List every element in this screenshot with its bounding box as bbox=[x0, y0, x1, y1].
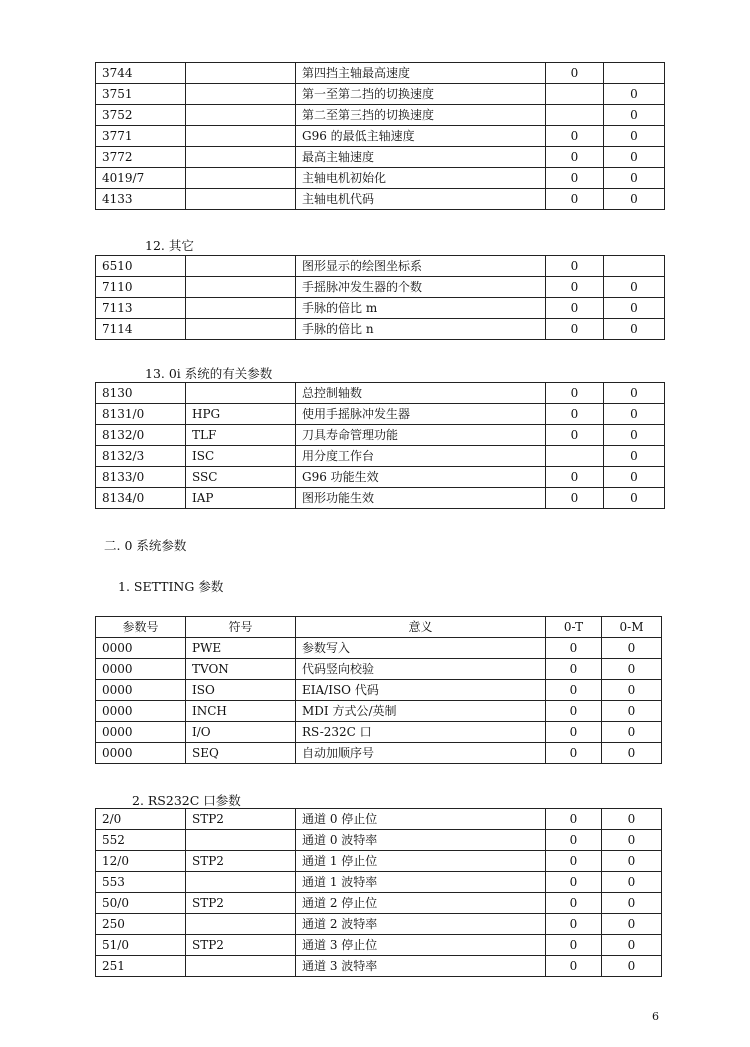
value-t-cell: 0 bbox=[546, 851, 602, 872]
symbol-cell: IAP bbox=[186, 488, 296, 509]
value-m-cell: 0 bbox=[602, 893, 662, 914]
meaning-cell: 图形功能生效 bbox=[296, 488, 546, 509]
param-number-cell: 8134/0 bbox=[96, 488, 186, 509]
value-m-cell: 0 bbox=[604, 488, 665, 509]
section-heading-setting: 1. SETTING 参数 bbox=[118, 579, 224, 594]
table-row bbox=[96, 84, 665, 105]
header-cell: 符号 bbox=[186, 617, 296, 638]
value-t-cell: 0 bbox=[546, 914, 602, 935]
symbol-cell: TLF bbox=[186, 425, 296, 446]
value-m-cell: 0 bbox=[604, 126, 665, 147]
value-t-cell: 0 bbox=[546, 659, 602, 680]
value-m-cell: 0 bbox=[602, 914, 662, 935]
symbol-cell bbox=[186, 63, 296, 84]
table-row bbox=[96, 404, 665, 425]
value-t-cell: 0 bbox=[546, 872, 602, 893]
param-number-cell: 3771 bbox=[96, 126, 186, 147]
meaning-cell: 最高主轴速度 bbox=[296, 147, 546, 168]
meaning-cell: 通道 3 波特率 bbox=[296, 956, 546, 977]
header-cell: 意义 bbox=[296, 617, 546, 638]
section-heading-rs232c: 2. RS232C 口参数 bbox=[132, 793, 241, 808]
table-row bbox=[96, 659, 662, 680]
symbol-cell bbox=[186, 319, 296, 340]
value-m-cell: 0 bbox=[604, 277, 665, 298]
value-t-cell: 0 bbox=[546, 935, 602, 956]
param-number-cell: 50/0 bbox=[96, 893, 186, 914]
param-number-cell: 2/0 bbox=[96, 809, 186, 830]
symbol-cell bbox=[186, 914, 296, 935]
meaning-cell: 通道 2 波特率 bbox=[296, 914, 546, 935]
value-m-cell: 0 bbox=[602, 830, 662, 851]
symbol-cell bbox=[186, 189, 296, 210]
table-row bbox=[96, 105, 665, 126]
table-row bbox=[96, 467, 665, 488]
value-t-cell bbox=[546, 446, 604, 467]
meaning-cell: 通道 0 停止位 bbox=[296, 809, 546, 830]
meaning-cell: 手摇脉冲发生器的个数 bbox=[296, 277, 546, 298]
value-m-cell: 0 bbox=[602, 935, 662, 956]
param-number-cell: 8131/0 bbox=[96, 404, 186, 425]
meaning-cell: 通道 1 波特率 bbox=[296, 872, 546, 893]
meaning-cell: 自动加顺序号 bbox=[296, 743, 546, 764]
meaning-cell: 通道 3 停止位 bbox=[296, 935, 546, 956]
symbol-cell bbox=[186, 256, 296, 277]
value-m-cell: 0 bbox=[602, 722, 662, 743]
value-t-cell: 0 bbox=[546, 701, 602, 722]
param-number-cell: 0000 bbox=[96, 722, 186, 743]
symbol-cell bbox=[186, 956, 296, 977]
meaning-cell: 代码竖向校验 bbox=[296, 659, 546, 680]
meaning-cell: EIA/ISO 代码 bbox=[296, 680, 546, 701]
table-row bbox=[96, 425, 665, 446]
value-t-cell: 0 bbox=[546, 488, 604, 509]
param-number-cell: 7113 bbox=[96, 298, 186, 319]
table-row bbox=[96, 893, 662, 914]
param-number-cell: 0000 bbox=[96, 680, 186, 701]
symbol-cell bbox=[186, 147, 296, 168]
meaning-cell: 通道 0 波特率 bbox=[296, 830, 546, 851]
value-m-cell: 0 bbox=[604, 467, 665, 488]
meaning-cell: 通道 1 停止位 bbox=[296, 851, 546, 872]
table-row bbox=[96, 63, 665, 84]
value-m-cell: 0 bbox=[604, 404, 665, 425]
page-number: 6 bbox=[652, 1010, 659, 1023]
meaning-cell: 第四挡主轴最高速度 bbox=[296, 63, 546, 84]
value-m-cell: 0 bbox=[602, 680, 662, 701]
meaning-cell: 第一至第二挡的切换速度 bbox=[296, 84, 546, 105]
value-m-cell: 0 bbox=[604, 168, 665, 189]
meaning-cell: 参数写入 bbox=[296, 638, 546, 659]
param-number-cell: 8130 bbox=[96, 383, 186, 404]
value-m-cell: 0 bbox=[604, 446, 665, 467]
table-row bbox=[96, 914, 662, 935]
meaning-cell: 主轴电机代码 bbox=[296, 189, 546, 210]
value-t-cell: 0 bbox=[546, 743, 602, 764]
param-number-cell: 8132/0 bbox=[96, 425, 186, 446]
header-cell: 0-M bbox=[602, 617, 662, 638]
table-row bbox=[96, 488, 665, 509]
symbol-cell bbox=[186, 277, 296, 298]
symbol-cell: HPG bbox=[186, 404, 296, 425]
table-row bbox=[96, 872, 662, 893]
symbol-cell: STP2 bbox=[186, 851, 296, 872]
symbol-cell bbox=[186, 168, 296, 189]
table-row bbox=[96, 147, 665, 168]
symbol-cell: STP2 bbox=[186, 893, 296, 914]
param-number-cell: 7114 bbox=[96, 319, 186, 340]
symbol-cell: ISC bbox=[186, 446, 296, 467]
value-t-cell: 0 bbox=[546, 809, 602, 830]
meaning-cell: 使用手摇脉冲发生器 bbox=[296, 404, 546, 425]
param-number-cell: 250 bbox=[96, 914, 186, 935]
meaning-cell: 手脉的倍比 m bbox=[296, 298, 546, 319]
value-t-cell: 0 bbox=[546, 277, 604, 298]
table-row bbox=[96, 809, 662, 830]
meaning-cell: MDI 方式公/英制 bbox=[296, 701, 546, 722]
symbol-cell bbox=[186, 383, 296, 404]
section-heading-13: 13. 0i 系统的有关参数 bbox=[145, 366, 273, 381]
value-t-cell: 0 bbox=[546, 147, 604, 168]
value-t-cell bbox=[546, 105, 604, 126]
symbol-cell bbox=[186, 872, 296, 893]
value-t-cell: 0 bbox=[546, 404, 604, 425]
table-row bbox=[96, 680, 662, 701]
symbol-cell: ISO bbox=[186, 680, 296, 701]
value-m-cell bbox=[604, 63, 665, 84]
symbol-cell: TVON bbox=[186, 659, 296, 680]
header-cell: 0-T bbox=[546, 617, 602, 638]
symbol-cell: SEQ bbox=[186, 743, 296, 764]
value-m-cell: 0 bbox=[602, 956, 662, 977]
value-t-cell: 0 bbox=[546, 319, 604, 340]
param-number-cell: 4019/7 bbox=[96, 168, 186, 189]
param-number-cell: 251 bbox=[96, 956, 186, 977]
symbol-cell bbox=[186, 830, 296, 851]
symbol-cell bbox=[186, 105, 296, 126]
meaning-cell: 手脉的倍比 n bbox=[296, 319, 546, 340]
value-m-cell: 0 bbox=[604, 425, 665, 446]
symbol-cell: SSC bbox=[186, 467, 296, 488]
value-m-cell: 0 bbox=[604, 84, 665, 105]
value-t-cell bbox=[546, 84, 604, 105]
value-t-cell: 0 bbox=[546, 298, 604, 319]
param-number-cell: 3772 bbox=[96, 147, 186, 168]
0i-system-params-table bbox=[95, 382, 665, 509]
table-row bbox=[96, 168, 665, 189]
value-m-cell bbox=[604, 256, 665, 277]
table-row bbox=[96, 298, 665, 319]
header-cell: 参数号 bbox=[96, 617, 186, 638]
value-m-cell: 0 bbox=[604, 147, 665, 168]
value-m-cell: 0 bbox=[602, 851, 662, 872]
meaning-cell: 用分度工作台 bbox=[296, 446, 546, 467]
param-number-cell: 7110 bbox=[96, 277, 186, 298]
setting-params-table bbox=[95, 616, 662, 764]
symbol-cell bbox=[186, 84, 296, 105]
section-heading-12: 12. 其它 bbox=[145, 238, 194, 253]
value-t-cell: 0 bbox=[546, 425, 604, 446]
meaning-cell: 通道 2 停止位 bbox=[296, 893, 546, 914]
value-t-cell: 0 bbox=[546, 830, 602, 851]
value-m-cell: 0 bbox=[602, 743, 662, 764]
table-row bbox=[96, 956, 662, 977]
symbol-cell: INCH bbox=[186, 701, 296, 722]
param-number-cell: 12/0 bbox=[96, 851, 186, 872]
rs232c-params-table bbox=[95, 808, 662, 977]
table-row bbox=[96, 851, 662, 872]
meaning-cell: G96 功能生效 bbox=[296, 467, 546, 488]
table-row bbox=[96, 126, 665, 147]
param-number-cell: 0000 bbox=[96, 659, 186, 680]
value-t-cell: 0 bbox=[546, 189, 604, 210]
value-m-cell: 0 bbox=[602, 659, 662, 680]
value-m-cell: 0 bbox=[602, 809, 662, 830]
meaning-cell: 刀具寿命管理功能 bbox=[296, 425, 546, 446]
meaning-cell: 总控制轴数 bbox=[296, 383, 546, 404]
param-number-cell: 3744 bbox=[96, 63, 186, 84]
table-row bbox=[96, 722, 662, 743]
value-t-cell: 0 bbox=[546, 638, 602, 659]
symbol-cell: STP2 bbox=[186, 809, 296, 830]
value-t-cell: 0 bbox=[546, 126, 604, 147]
table-row bbox=[96, 319, 665, 340]
value-m-cell: 0 bbox=[602, 701, 662, 722]
param-number-cell: 0000 bbox=[96, 638, 186, 659]
table-row bbox=[96, 935, 662, 956]
param-number-cell: 552 bbox=[96, 830, 186, 851]
meaning-cell: 主轴电机初始化 bbox=[296, 168, 546, 189]
value-t-cell: 0 bbox=[546, 467, 604, 488]
value-t-cell: 0 bbox=[546, 893, 602, 914]
param-number-cell: 3752 bbox=[96, 105, 186, 126]
value-t-cell: 0 bbox=[546, 722, 602, 743]
table-row bbox=[96, 830, 662, 851]
value-t-cell: 0 bbox=[546, 383, 604, 404]
param-number-cell: 0000 bbox=[96, 701, 186, 722]
value-t-cell: 0 bbox=[546, 680, 602, 701]
table-row bbox=[96, 277, 665, 298]
param-number-cell: 6510 bbox=[96, 256, 186, 277]
value-t-cell: 0 bbox=[546, 168, 604, 189]
table-row bbox=[96, 638, 662, 659]
value-t-cell: 0 bbox=[546, 956, 602, 977]
value-m-cell: 0 bbox=[602, 872, 662, 893]
value-m-cell: 0 bbox=[604, 105, 665, 126]
table-row bbox=[96, 446, 665, 467]
meaning-cell: 图形显示的绘图坐标系 bbox=[296, 256, 546, 277]
spindle-params-table bbox=[95, 62, 665, 210]
value-m-cell: 0 bbox=[602, 638, 662, 659]
param-number-cell: 553 bbox=[96, 872, 186, 893]
value-m-cell: 0 bbox=[604, 383, 665, 404]
value-t-cell: 0 bbox=[546, 256, 604, 277]
value-t-cell: 0 bbox=[546, 63, 604, 84]
other-params-table bbox=[95, 255, 665, 340]
param-number-cell: 3751 bbox=[96, 84, 186, 105]
param-number-cell: 8133/0 bbox=[96, 467, 186, 488]
table-row bbox=[96, 383, 665, 404]
symbol-cell bbox=[186, 298, 296, 319]
symbol-cell: PWE bbox=[186, 638, 296, 659]
param-number-cell: 8132/3 bbox=[96, 446, 186, 467]
param-number-cell: 0000 bbox=[96, 743, 186, 764]
value-m-cell: 0 bbox=[604, 298, 665, 319]
meaning-cell: G96 的最低主轴速度 bbox=[296, 126, 546, 147]
meaning-cell: 第二至第三挡的切换速度 bbox=[296, 105, 546, 126]
table-row bbox=[96, 256, 665, 277]
table-row bbox=[96, 189, 665, 210]
part-heading-0-system: 二. 0 系统参数 bbox=[104, 538, 187, 553]
symbol-cell: STP2 bbox=[186, 935, 296, 956]
table-header-row bbox=[96, 617, 662, 638]
value-m-cell: 0 bbox=[604, 189, 665, 210]
param-number-cell: 4133 bbox=[96, 189, 186, 210]
meaning-cell: RS-232C 口 bbox=[296, 722, 546, 743]
param-number-cell: 51/0 bbox=[96, 935, 186, 956]
value-m-cell: 0 bbox=[604, 319, 665, 340]
symbol-cell bbox=[186, 126, 296, 147]
table-row bbox=[96, 743, 662, 764]
symbol-cell: I/O bbox=[186, 722, 296, 743]
table-row bbox=[96, 701, 662, 722]
